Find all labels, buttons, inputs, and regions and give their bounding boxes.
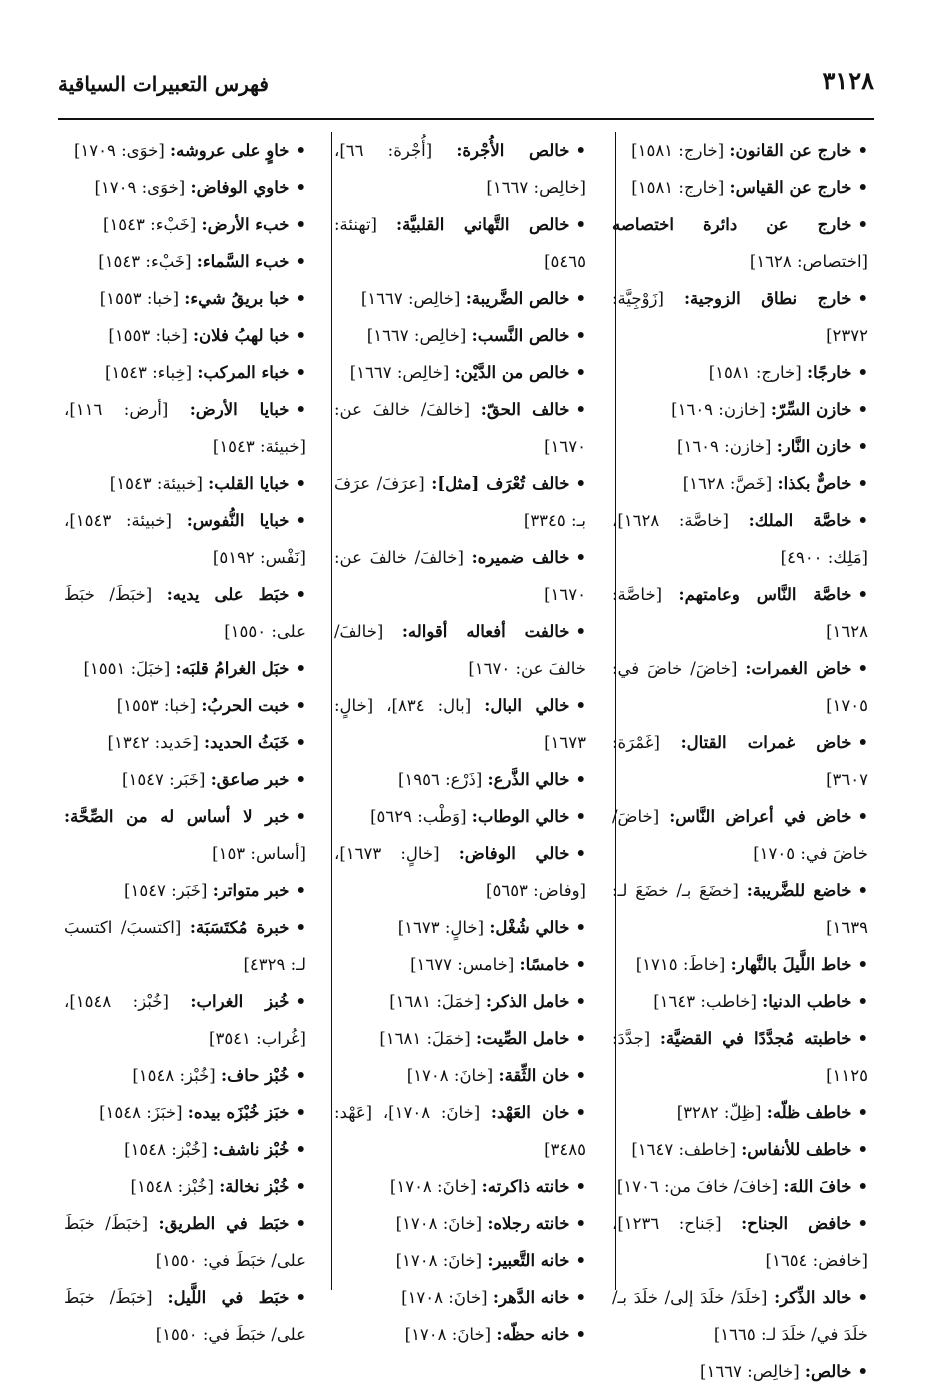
entry-expression: خاصٌّ بكذا:: [777, 474, 852, 493]
index-entry: [64, 169, 306, 206]
bullet-icon: •: [857, 807, 868, 826]
bullet-icon: •: [575, 548, 586, 567]
entry-reference: [خالِص: ١٦٦٧]: [366, 326, 467, 345]
index-entry: [64, 1168, 306, 1205]
entry-reference: [خالفَ/ خالفَ عن: ١٦٧٠]: [334, 548, 586, 604]
bullet-icon: •: [295, 992, 306, 1011]
entry-reference: [خبَطَ/ خبَطَ على/ خبَطَ في: ١٥٥٠]: [64, 1214, 306, 1270]
index-entry: [334, 1279, 586, 1316]
entry-expression: خبَط في الطريق:: [158, 1214, 290, 1233]
bullet-icon: •: [857, 1029, 868, 1048]
index-entry: [64, 206, 306, 243]
page-header: [58, 66, 874, 106]
entry-expression: خبا لهبُ فلان:: [192, 326, 290, 345]
entry-expression: خانه التَّعبير:: [487, 1251, 570, 1270]
entry-reference: [خالٍ: ١٦٧٣]، [وفاض: ٥٦٥٣]: [334, 844, 586, 900]
entry-reference: [خِباء: ١٥٤٣]: [104, 363, 193, 382]
index-entry: [64, 1094, 306, 1131]
index-entry: [612, 132, 868, 169]
entry-reference: [خالِص: ١٦٦٧]: [700, 1362, 800, 1381]
bullet-icon: •: [857, 585, 869, 604]
bullet-icon: •: [857, 511, 868, 530]
entry-reference: [خبا: ١٥٥٣]: [99, 289, 180, 308]
bullet-icon: •: [575, 696, 586, 715]
entry-expression: خاوي الوفاض:: [190, 178, 290, 197]
index-entry: [612, 280, 868, 354]
index-entry: [612, 983, 868, 1020]
bullet-icon: •: [857, 1214, 868, 1233]
index-entry: [612, 1020, 868, 1094]
entry-reference: [خبَطَ/ خبَطَ على/ خبَطَ في: ١٥٥٠]: [64, 1288, 306, 1344]
entry-expression: خبت الحربُ:: [201, 696, 290, 715]
entry-expression: خافَ اللهَ:: [783, 1177, 852, 1196]
index-entry: [334, 1057, 586, 1094]
index-entry: [64, 354, 306, 391]
running-title: فهرس التعبيرات السياقية: [58, 72, 269, 96]
entry-reference: [خامس: ١٦٧٧]: [410, 955, 515, 974]
entry-reference: [خبا: ١٥٥٣]: [108, 326, 188, 345]
index-entry: [334, 1094, 586, 1168]
entry-reference: [خبَزَ: ١٥٤٨]: [99, 1103, 183, 1122]
bullet-icon: •: [575, 918, 586, 937]
bullet-icon: •: [857, 992, 868, 1011]
bullet-icon: •: [857, 881, 868, 900]
bullet-icon: •: [857, 289, 869, 308]
index-columns: [58, 132, 874, 1381]
entry-expression: خازن السِّرّ:: [770, 400, 852, 419]
entry-expression: خبء السَّماء:: [196, 252, 290, 271]
entry-reference: [خوَى: ١٧٠٩]: [73, 141, 165, 160]
index-entry: [334, 946, 586, 983]
entry-expression: خالص الأُجْرة:: [456, 141, 570, 160]
bullet-icon: •: [857, 1103, 868, 1122]
bullet-icon: •: [575, 400, 586, 419]
index-entry: [612, 1168, 868, 1205]
entry-expression: خبَط في اللَّيل:: [167, 1288, 290, 1307]
bullet-icon: •: [575, 326, 586, 345]
index-entry: [612, 946, 868, 983]
index-entry: [64, 391, 306, 465]
entry-reference: [خُبْز: ١٥٤٨]: [124, 1140, 208, 1159]
entry-expression: خالص:: [804, 1362, 852, 1381]
entry-expression: خبَل الغرامُ قلبَه:: [175, 659, 290, 678]
entry-reference: [خُبْز: ١٥٤٨]، [غُراب: ٣٥٤١]: [64, 992, 306, 1048]
entry-reference: [خاطَ: ١٧١٥]: [635, 955, 726, 974]
entry-expression: خبَز خُبْزَه بيده:: [187, 1103, 290, 1122]
index-entry: [334, 613, 586, 687]
bullet-icon: •: [857, 474, 868, 493]
entry-expression: خانه حظّه:: [496, 1325, 570, 1344]
bullet-icon: •: [295, 1066, 306, 1085]
entry-expression: خُبْز ناشف:: [212, 1140, 290, 1159]
entry-expression: خاط اللَّيلَ بالنَّهار:: [730, 955, 852, 974]
index-entry: [64, 909, 306, 983]
entry-expression: خاض غمرات القتال:: [680, 733, 852, 752]
entry-reference: [خضَعَ بـ/ خضَعَ لـ: ١٦٣٩]: [612, 881, 868, 937]
bullet-icon: •: [857, 1362, 868, 1381]
bullet-icon: •: [295, 585, 306, 604]
bullet-icon: •: [295, 918, 306, 937]
index-entry: [612, 576, 868, 650]
entry-expression: خبايا القلب:: [208, 474, 290, 493]
bullet-icon: •: [295, 881, 306, 900]
bullet-icon: •: [575, 474, 586, 493]
entry-expression: خانته رجلاه:: [487, 1214, 570, 1233]
page-number: ٣١٢٨: [822, 66, 874, 95]
entry-expression: خان الثِّقة:: [498, 1066, 570, 1085]
bullet-icon: •: [295, 733, 306, 752]
index-entry: [334, 465, 586, 539]
entry-reference: [خالفَ/ خالفَ عن: ١٦٧٠]: [334, 400, 586, 456]
entry-expression: خارج عن دائرة اختصاصه: [612, 215, 852, 234]
entry-reference: [خوَى: ١٧٠٩]: [94, 178, 186, 197]
entry-expression: خارج عن القانون:: [729, 141, 852, 160]
bullet-icon: •: [295, 215, 306, 234]
bullet-icon: •: [295, 1140, 306, 1159]
bullet-icon: •: [857, 178, 868, 197]
entry-expression: خالد الذِّكر:: [774, 1288, 852, 1307]
entry-expression: خالفت أفعاله أقواله:: [401, 622, 570, 641]
bullet-icon: •: [295, 252, 306, 271]
index-entry: [334, 1316, 586, 1353]
index-entry: [334, 983, 586, 1020]
entry-expression: خاض في أعراض النَّاس:: [669, 807, 852, 826]
bullet-icon: •: [295, 400, 306, 419]
index-column-left: [58, 132, 312, 1344]
entry-expression: خالي الذَّرع:: [487, 770, 570, 789]
index-entry: [612, 502, 868, 576]
entry-reference: [خَصَّ: ١٦٢٨]: [682, 474, 773, 493]
bullet-icon: •: [295, 363, 306, 382]
entry-reference: [خبَلَ: ١٥٥١]: [83, 659, 171, 678]
entry-expression: خالف ضميره:: [471, 548, 570, 567]
entry-reference: [خالٍ: ١٦٧٣]: [397, 918, 485, 937]
index-entry: [64, 317, 306, 354]
index-entry: [612, 798, 868, 872]
bullet-icon: •: [575, 955, 586, 974]
entry-expression: خبر لا أساس له من الصِّحَّة:: [64, 807, 290, 826]
index-entry: [612, 465, 868, 502]
index-entry: [612, 1353, 868, 1390]
bullet-icon: •: [857, 1140, 868, 1159]
index-entry: [64, 280, 306, 317]
index-entry: [64, 132, 306, 169]
bullet-icon: •: [575, 1288, 586, 1307]
entry-reference: [أرض: ١١٦]، [خبيئة: ١٥٤٣]: [64, 400, 306, 456]
entry-reference: [خالِص: ١٦٦٧]: [349, 363, 450, 382]
index-entry: [64, 650, 306, 687]
index-entry: [64, 465, 306, 502]
entry-expression: خالص الضَّريبة:: [465, 289, 570, 308]
entry-reference: [خبَطَ/ خبَطَ على: ١٥٥٠]: [64, 585, 306, 641]
entry-reference: [خَبْء: ١٥٤٣]: [103, 215, 197, 234]
entry-reference: [خانَ: ١٧٠٨]، [عَهْد: ٣٤٨٥]: [334, 1103, 586, 1159]
index-entry: [612, 1205, 868, 1279]
entry-reference: [خازن: ١٦٠٩]: [671, 400, 766, 419]
bullet-icon: •: [295, 326, 306, 345]
entry-reference: [خبيئة: ١٥٤٣]، [نَفْس: ٥١٩٢]: [64, 511, 306, 567]
entry-reference: [تهنئة: ٥٤٦٥]: [334, 215, 586, 271]
entry-reference: [اختصاص: ١٦٢٨]: [749, 252, 868, 271]
entry-expression: خالف الحقّ:: [480, 400, 570, 419]
bullet-icon: •: [295, 1288, 306, 1307]
entry-reference: [خاصَّة: ١٦٢٨]، [مَلِك: ٤٩٠٠]: [612, 511, 868, 567]
index-entry: [334, 132, 586, 206]
bullet-icon: •: [575, 363, 586, 382]
entry-reference: [ذَرْع: ١٩٥٦]: [397, 770, 483, 789]
bullet-icon: •: [857, 437, 868, 456]
index-entry: [334, 1205, 586, 1242]
index-entry: [612, 724, 868, 798]
index-entry: [334, 835, 586, 909]
entry-expression: خاصَّة الملك:: [748, 511, 852, 530]
entry-expression: خاوٍ على عروشه:: [170, 141, 290, 160]
bullet-icon: •: [575, 1029, 586, 1048]
entry-reference: [خاصَّة: ١٦٢٨]: [612, 585, 868, 641]
entry-expression: خبا بريقُ شيء:: [184, 289, 290, 308]
entry-reference: [خاطف: ١٦٤٧]: [631, 1140, 736, 1159]
index-entry: [64, 761, 306, 798]
entry-expression: خبَط على يديه:: [166, 585, 290, 604]
entry-reference: [غَمْرَة: ٣٦٠٧]: [612, 733, 868, 789]
index-entry: [334, 761, 586, 798]
entry-expression: خارج عن القياس:: [729, 178, 852, 197]
bullet-icon: •: [575, 1214, 586, 1233]
bullet-icon: •: [857, 955, 868, 974]
index-entry: [64, 1131, 306, 1168]
entry-reference: [اكتسبَ/ اكتسبَ لـ: ٤٣٢٩]: [64, 918, 306, 974]
bullet-icon: •: [575, 770, 586, 789]
index-entry: [612, 1279, 868, 1353]
bullet-icon: •: [295, 770, 306, 789]
bullet-icon: •: [575, 807, 586, 826]
entry-expression: خُبْز نخالة:: [219, 1177, 290, 1196]
index-entry: [64, 1205, 306, 1279]
entry-reference: [خبيئة: ١٥٤٣]: [109, 474, 203, 493]
index-entry: [334, 391, 586, 465]
bullet-icon: •: [295, 807, 306, 826]
bullet-icon: •: [575, 1066, 586, 1085]
bullet-icon: •: [295, 474, 306, 493]
entry-expression: خباء المركب:: [197, 363, 290, 382]
entry-reference: [خَبْء: ١٥٤٣]: [98, 252, 192, 271]
entry-reference: [خانَ: ١٧٠٨]: [389, 1177, 477, 1196]
entry-reference: [خلَدَ/ خلَدَ إلى/ خلَدَ بـ/ خلَدَ في/ خلَدَ لـ: ١٦٦٥]: [612, 1288, 868, 1344]
entry-expression: خالص من الدَّيْن:: [454, 363, 570, 382]
entry-reference: [خالفَ/ خالفَ عن: ١٦٧٠]: [334, 622, 586, 678]
bullet-icon: •: [857, 733, 868, 752]
bullet-icon: •: [857, 363, 868, 382]
entry-reference: [خارج: ١٥٨١]: [708, 363, 802, 382]
index-entry: [64, 502, 306, 576]
index-column-right: [606, 132, 874, 1381]
entry-reference: [خمَلَ: ١٦٨١]: [379, 1029, 471, 1048]
entry-expression: خاضع للضَّريبة:: [746, 881, 852, 900]
bullet-icon: •: [575, 289, 586, 308]
index-entry: [334, 687, 586, 761]
entry-expression: خانته ذاكرته:: [481, 1177, 570, 1196]
index-entry: [334, 206, 586, 280]
index-entry: [64, 1057, 306, 1094]
index-column-middle: [328, 132, 592, 1344]
entry-expression: خُبز الغراب:: [190, 992, 290, 1011]
entry-expression: خان العَهْد:: [490, 1103, 570, 1122]
bullet-icon: •: [575, 1103, 586, 1122]
entry-reference: [خانَ: ١٧٠٨]: [406, 1066, 494, 1085]
bullet-icon: •: [575, 1177, 586, 1196]
entry-reference: [خانَ: ١٧٠٨]: [401, 1288, 488, 1307]
entry-reference: [خاضَ/ خاضَ في: ١٧٠٥]: [612, 659, 868, 715]
index-entry: [334, 317, 586, 354]
entry-expression: خالص النَّسب:: [471, 326, 570, 345]
index-entry: [64, 798, 306, 872]
entry-expression: خانه الدَّهر:: [492, 1288, 570, 1307]
entry-reference: [خبا: ١٥٥٣]: [116, 696, 197, 715]
bullet-icon: •: [857, 1177, 868, 1196]
bullet-icon: •: [295, 511, 307, 530]
entry-reference: [خارج: ١٥٨١]: [631, 178, 725, 197]
bullet-icon: •: [857, 141, 868, 160]
entry-reference: [خافَ/ خافَ من: ١٧٠٦]: [616, 1177, 779, 1196]
entry-reference: [خارج: ١٥٨١]: [631, 141, 725, 160]
index-entry: [334, 1020, 586, 1057]
bullet-icon: •: [575, 215, 587, 234]
entry-reference: [خمَلَ: ١٦٨١]: [389, 992, 481, 1011]
index-entry: [334, 909, 586, 946]
entry-expression: خارجًا:: [806, 363, 852, 382]
index-entry: [64, 983, 306, 1057]
entry-expression: خالص التَّهاني القلبيَّة:: [396, 215, 570, 234]
index-entry: [612, 872, 868, 946]
bullet-icon: •: [575, 1325, 586, 1344]
entry-reference: [خانَ: ١٧٠٨]: [404, 1325, 492, 1344]
entry-expression: خُبْز حاف:: [221, 1066, 290, 1085]
entry-reference: [خُبْز: ١٥٤٨]: [132, 1066, 216, 1085]
bullet-icon: •: [295, 141, 306, 160]
entry-expression: خبر صاعق:: [210, 770, 290, 789]
bullet-icon: •: [575, 622, 587, 641]
index-entry: [64, 1279, 306, 1353]
entry-expression: خامل الصِّيت:: [475, 1029, 570, 1048]
bullet-icon: •: [857, 215, 868, 234]
index-entry: [612, 391, 868, 428]
entry-reference: [خاطب: ١٦٤٣]: [653, 992, 757, 1011]
entry-reference: [خُبْز: ١٥٤٨]: [130, 1177, 214, 1196]
entry-reference: [أُجْرة: ٦٦]، [خالِص: ١٦٦٧]: [334, 141, 586, 197]
index-entry: [612, 354, 868, 391]
entry-reference: [عرَفَ/ عرَفَ بـ: ٣٣٤٥]: [334, 474, 586, 530]
index-entry: [334, 1242, 586, 1279]
entry-expression: خاطبته مُجدَّدًا في القضيَّة:: [659, 1029, 852, 1048]
entry-reference: [خازن: ١٦٠٩]: [677, 437, 772, 456]
entry-expression: خالف تُعْرَف [مثل]:: [431, 474, 570, 493]
entry-reference: [حَديد: ١٣٤٢]: [107, 733, 199, 752]
index-entry: [64, 576, 306, 650]
entry-reference: [خالِص: ١٦٦٧]: [360, 289, 461, 308]
entry-expression: خبايا الأرض:: [189, 400, 290, 419]
index-entry: [64, 687, 306, 724]
entry-expression: خبر متواتر:: [212, 881, 290, 900]
entry-reference: [أساس: ١٥٣]: [212, 844, 306, 863]
index-entry: [334, 354, 586, 391]
entry-expression: خامل الذكر:: [485, 992, 570, 1011]
index-entry: [612, 206, 868, 280]
entry-reference: [ظِلّ: ٣٢٨٢]: [676, 1103, 762, 1122]
bullet-icon: •: [295, 289, 306, 308]
entry-reference: [وَطْب: ٥٦٢٩]: [370, 807, 467, 826]
bullet-icon: •: [575, 844, 586, 863]
entry-reference: [خَبَر: ١٥٤٧]: [124, 881, 208, 900]
entry-expression: خاطف للأنفاس:: [741, 1140, 852, 1159]
entry-reference: [خَبَر: ١٥٤٧]: [122, 770, 206, 789]
index-entry: [334, 539, 586, 613]
bullet-icon: •: [295, 659, 306, 678]
index-entry: [334, 280, 586, 317]
entry-expression: خالي شُغْل:: [489, 918, 570, 937]
entry-expression: خاصَّة النَّاس وعامتهم:: [678, 585, 852, 604]
bullet-icon: •: [295, 696, 306, 715]
entry-expression: خارج نطاق الزوجية:: [683, 289, 852, 308]
index-entry: [334, 1168, 586, 1205]
entry-expression: خبرة مُكتَسَبَة:: [189, 918, 290, 937]
entry-reference: [بال: ٨٣٤]، [خالٍ: ١٦٧٣]: [334, 696, 586, 752]
bullet-icon: •: [857, 400, 868, 419]
entry-reference: [زَوْجِيَّة: ٢٣٧٢]: [612, 289, 868, 345]
bullet-icon: •: [857, 1288, 869, 1307]
bullet-icon: •: [857, 659, 868, 678]
bullet-icon: •: [295, 1214, 306, 1233]
entry-expression: خالي الوفاض:: [458, 844, 570, 863]
entry-expression: خازن النَّار:: [776, 437, 852, 456]
bullet-icon: •: [295, 178, 306, 197]
index-entry: [612, 169, 868, 206]
entry-reference: [خاضَ/ خاضَ في: ١٧٠٥]: [612, 807, 868, 863]
index-entry: [334, 798, 586, 835]
index-entry: [612, 1094, 868, 1131]
entry-expression: خالي البال:: [484, 696, 570, 715]
bullet-icon: •: [575, 992, 586, 1011]
entry-expression: خافض الجناح:: [741, 1214, 852, 1233]
entry-expression: خامسًا:: [519, 955, 570, 974]
index-entry: [612, 650, 868, 724]
entry-expression: خاض الغمرات:: [745, 659, 852, 678]
index-entry: [612, 428, 868, 465]
entry-expression: خالي الوطاب:: [471, 807, 570, 826]
bullet-icon: •: [575, 1251, 586, 1270]
entry-expression: خاطب الدنيا:: [762, 992, 852, 1011]
entry-reference: [خانَ: ١٧٠٨]: [395, 1214, 483, 1233]
index-entry: [612, 1131, 868, 1168]
bullet-icon: •: [575, 141, 586, 160]
bullet-icon: •: [295, 1177, 306, 1196]
entry-reference: [خانَ: ١٧٠٨]: [395, 1251, 483, 1270]
header-rule: [58, 118, 874, 120]
entry-expression: خَبَثُ الحديد:: [204, 733, 290, 752]
entry-expression: خبايا النُّفوس:: [186, 511, 290, 530]
index-entry: [64, 243, 306, 280]
entry-expression: خاطف ظلّه:: [766, 1103, 852, 1122]
entry-expression: خبء الأرض:: [201, 215, 290, 234]
index-entry: [64, 724, 306, 761]
entry-reference: [جدَّدَ: ١١٢٥]: [612, 1029, 868, 1085]
entry-reference: [جَناح: ١٢٣٦]، [خافض: ١٦٥٤]: [612, 1214, 868, 1270]
bullet-icon: •: [295, 1103, 306, 1122]
index-entry: [64, 872, 306, 909]
